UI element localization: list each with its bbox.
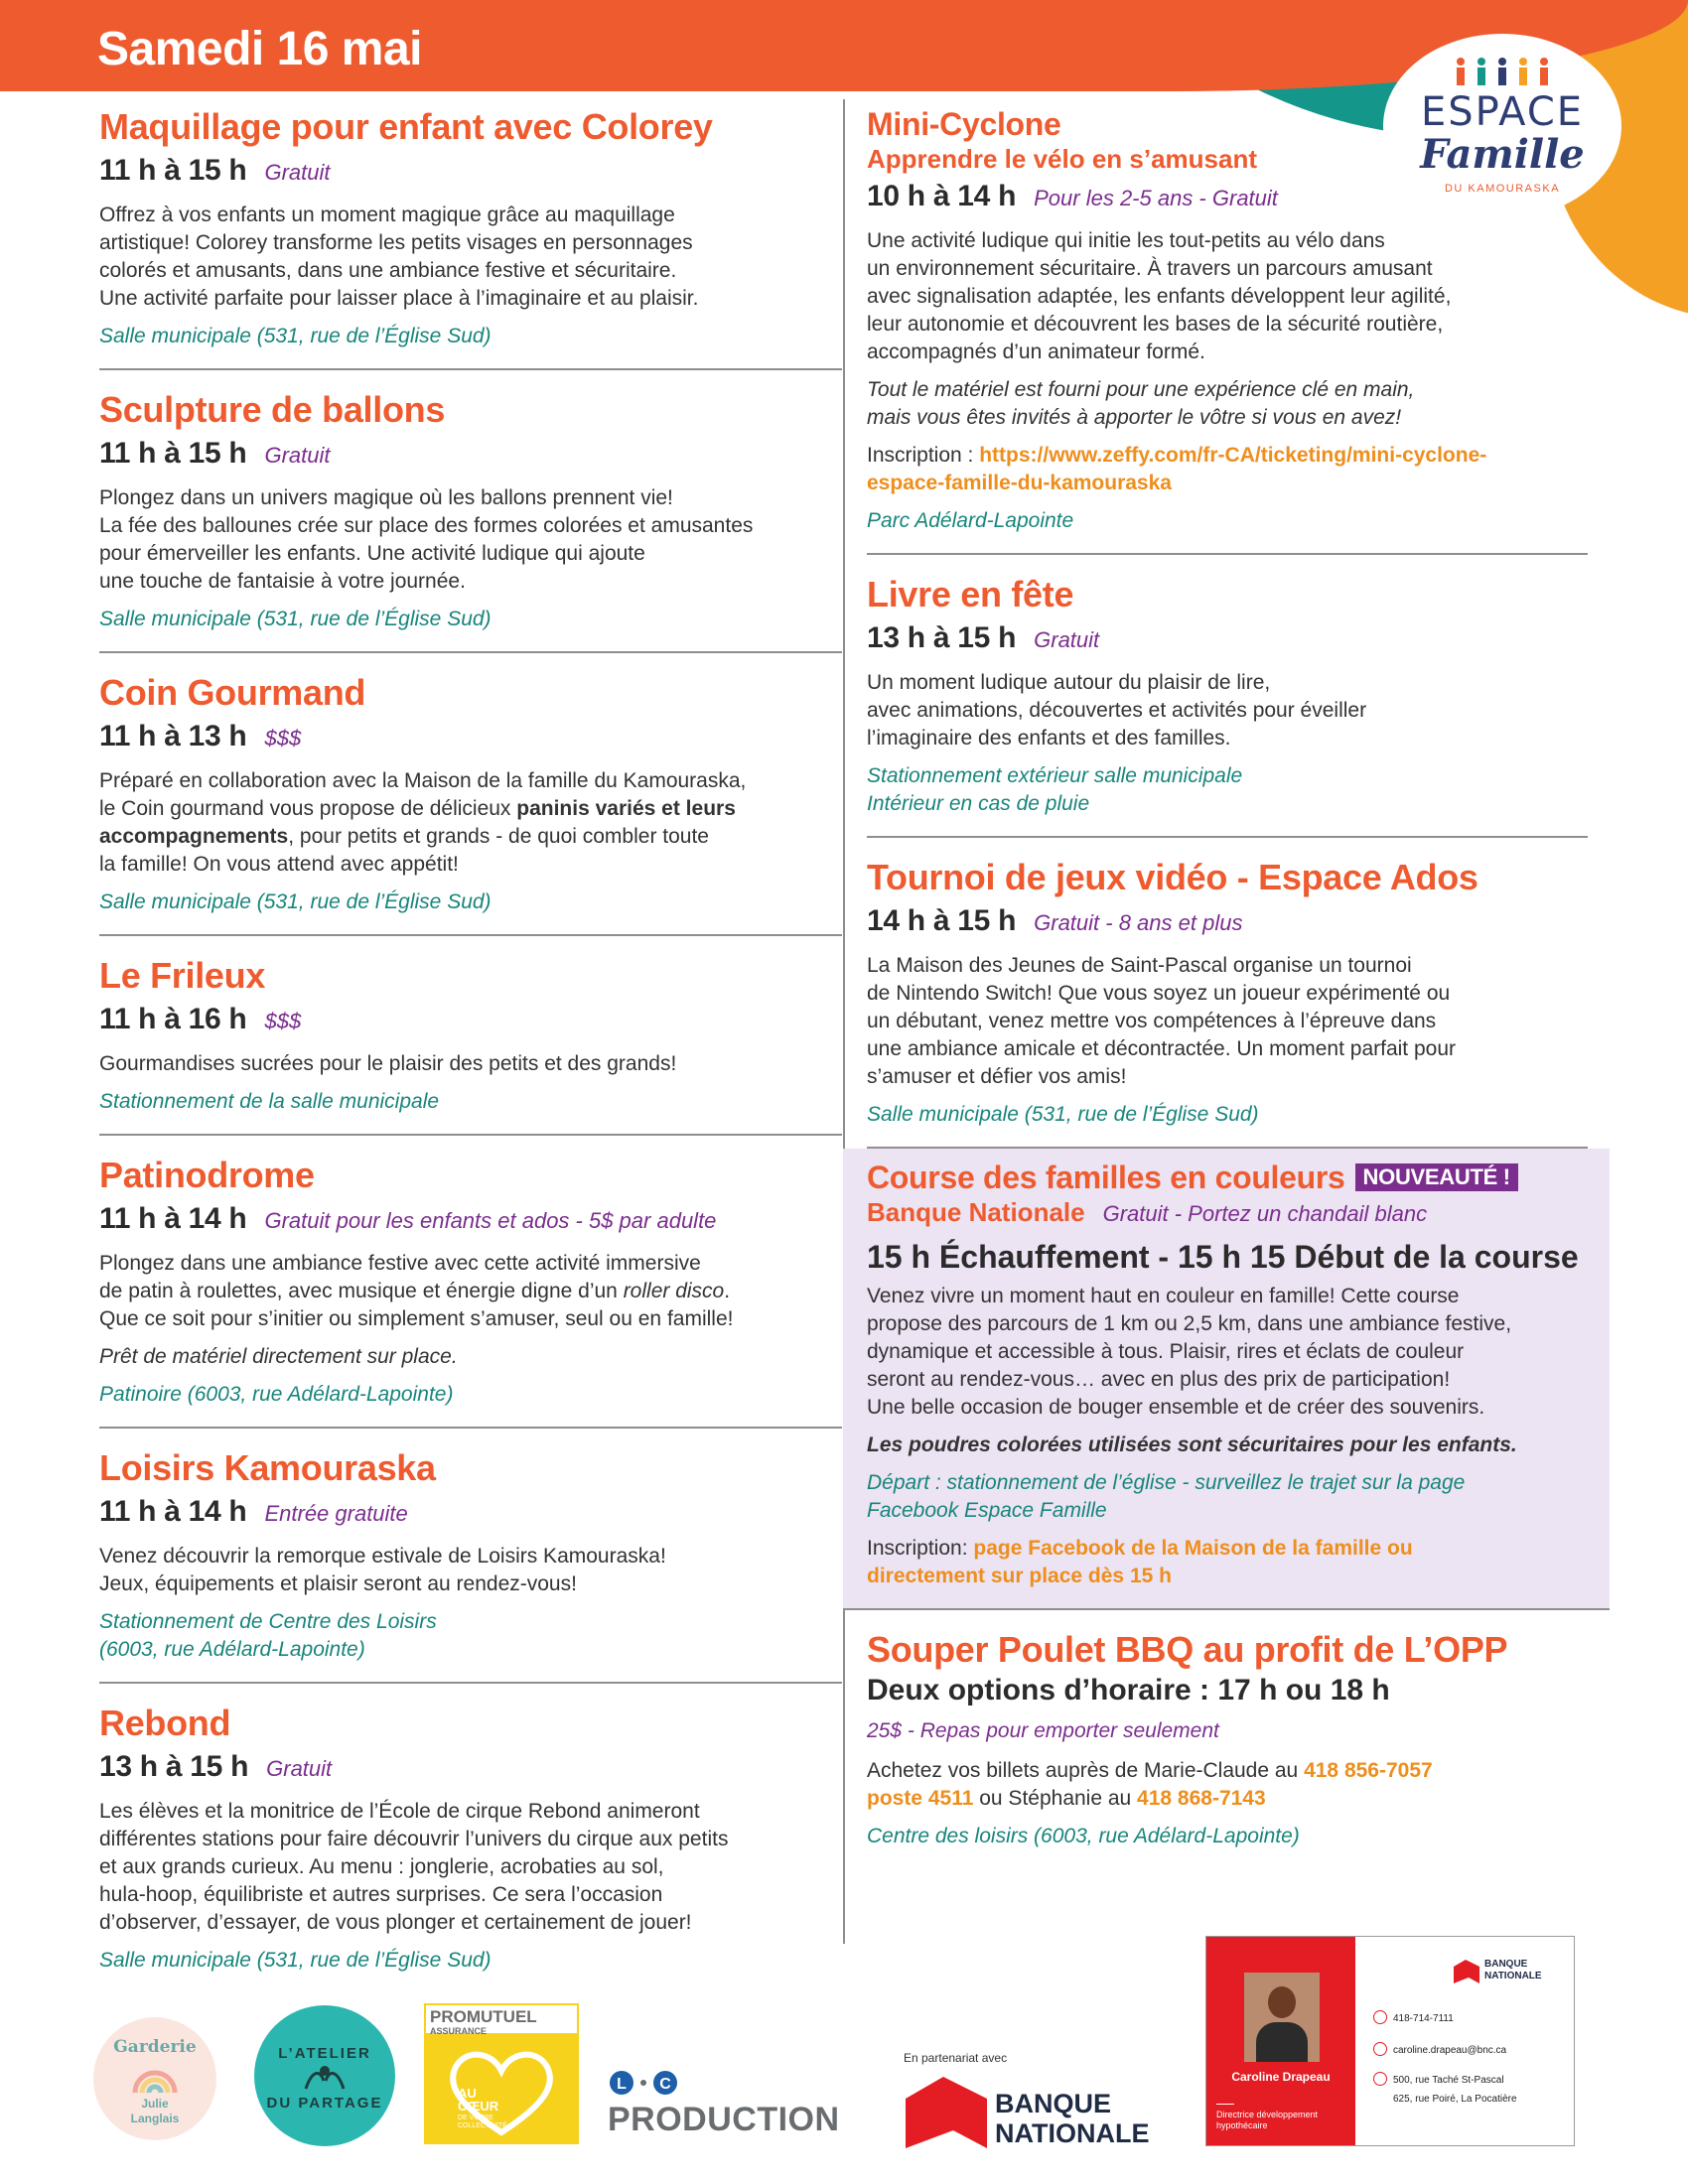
description-line: artistique! Colorey transforme les petits visages en personnages: [99, 231, 693, 254]
event-time-row: [99, 434, 842, 478]
event-time-row: [867, 901, 1588, 946]
photo-body: [1256, 2022, 1308, 2062]
event-registration: [867, 1535, 1586, 1590]
svg-text:L: L: [617, 2076, 627, 2093]
event-description: [867, 952, 1588, 1091]
event-note: [867, 376, 1588, 432]
logo-text-espace: ESPACE: [1420, 89, 1585, 135]
garderie-owner: [93, 2097, 216, 2126]
event-registration: [867, 442, 1588, 497]
promutuel-logo: [424, 2003, 579, 2144]
promutuel-heart-subtext: [458, 2115, 507, 2130]
description-line: Venez vivre un moment haut en couleur en famille! Cette course: [867, 1285, 1460, 1307]
event-tag: Gratuit: [264, 160, 331, 185]
bank-flag-icon: [1453, 1959, 1480, 1984]
location-line: (6003, rue Adélard-Lapointe): [99, 1638, 365, 1661]
description-line: [99, 795, 842, 823]
description-line: Une activité ludique qui initie les tout-petits au vélo dans: [867, 229, 1385, 252]
event-course-couleurs: [843, 1149, 1610, 1610]
description-line: la famille! On vous attend avec appétit!: [99, 853, 459, 876]
event-coin-gourmand: [99, 665, 842, 936]
event-schedule-options: Deux options d’horaire : 17 h ou 18 h: [867, 1674, 1390, 1706]
description-line: seront au rendez-vous… avec en plus des prix de participation!: [867, 1368, 1451, 1391]
column-divider: [843, 99, 845, 1944]
event-time-row: [867, 177, 1588, 221]
advisor-name: Caroline Drapeau: [1231, 2070, 1331, 2084]
event-location: Salle municipale (531, rue de l’Église Sud): [99, 325, 492, 347]
event-time: 15 h Échauffement - 15 h 15 Début de la course: [867, 1239, 1579, 1275]
event-description: [99, 767, 842, 879]
page-title: Samedi 16 mai: [97, 23, 423, 75]
note-line: mais vous êtes invités à apporter le vôtre si vous en avez!: [867, 406, 1402, 429]
event-subtitle-row: [867, 1196, 1586, 1233]
card-phone[interactable]: [1373, 2010, 1454, 2024]
role-line: Directrice développement: [1216, 2110, 1319, 2119]
bank-name-line: NATIONALE: [1484, 1971, 1542, 1981]
event-time: 11 h à 14 h: [99, 1495, 247, 1528]
description-text: , pour petits et grands - de quoi combler toute: [288, 825, 709, 848]
event-title: Le Frileux: [99, 955, 266, 996]
event-description: [99, 484, 842, 596]
event-time-row: [99, 1747, 842, 1792]
event-time: 13 h à 15 h: [867, 621, 1017, 654]
description-line: [99, 1278, 842, 1305]
event-title-text: Course des familles en couleurs: [867, 1160, 1345, 1195]
event-description: [99, 1798, 842, 1937]
garderie-logo: [93, 2017, 216, 2140]
location-line: Stationnement de Centre des Loisirs: [99, 1610, 437, 1633]
logo-text-famille: Famille: [1420, 131, 1585, 178]
event-title: Loisirs Kamouraska: [99, 1447, 436, 1488]
event-location: [867, 1469, 1586, 1525]
people-icon: [1451, 56, 1554, 85]
garderie-owner-line: Langlais: [130, 2112, 180, 2125]
description-line: différentes stations pour faire découvrir l’univers du cirque aux petits: [99, 1828, 729, 1850]
location-line: Stationnement extérieur salle municipale: [867, 764, 1243, 787]
event-title: [867, 1159, 1586, 1196]
description-line: de Nintendo Switch! Que vous soyez un joueur expérimenté ou: [867, 982, 1451, 1005]
event-patinodrome: [99, 1148, 842, 1429]
event-title: Souper Poulet BBQ au profit de L’OPP: [867, 1629, 1508, 1670]
svg-text:C: C: [659, 2076, 671, 2093]
event-location: Patinoire (6003, rue Adélard-Lapointe): [99, 1383, 454, 1406]
registration-link-cont[interactable]: directement sur place dès 15 h: [867, 1565, 1172, 1587]
description-line: hula-hoop, équilibriste et autres surprises. Ce sera l’occasion: [99, 1883, 663, 1906]
description-line: Jeux, équipements et plaisir seront au rendez-vous!: [99, 1572, 577, 1595]
event-tag: $$$: [264, 726, 302, 751]
event-tag: Gratuit: [264, 443, 331, 468]
description-line: Que ce soit pour s’initier ou simplement s’amuser, seul ou en famille!: [99, 1307, 734, 1330]
phone-number[interactable]: 418 856-7057: [1304, 1759, 1433, 1782]
event-time: 13 h à 15 h: [99, 1750, 249, 1783]
role-line: hypothécaire: [1216, 2120, 1268, 2130]
event-title: Tournoi de jeux vidéo - Espace Ados: [867, 857, 1478, 897]
card-bank-logo: [1453, 1957, 1572, 1990]
promutuel-header: [424, 2003, 579, 2035]
event-title: Livre en fête: [867, 574, 1074, 614]
phone-icon: [1373, 2010, 1387, 2024]
advisor-photo: [1244, 1973, 1320, 2062]
event-tag: Gratuit: [1034, 627, 1100, 652]
description-text: ou Stéphanie au: [973, 1787, 1138, 1810]
event-tag: Gratuit - Portez un chandail blanc: [1102, 1201, 1428, 1226]
promutuel-name: PROMUTUEL: [430, 2007, 537, 2026]
event-title: Rebond: [99, 1703, 231, 1743]
event-time: 10 h à 14 h: [867, 180, 1017, 212]
promutuel-heart-text: [458, 2087, 498, 2113]
description-line: un environnement sécuritaire. À travers un parcours amusant: [867, 257, 1433, 280]
description-line: Plongez dans une ambiance festive avec cette activité immersive: [99, 1252, 701, 1275]
registration-link[interactable]: page Facebook de la Maison de la famille ou: [973, 1537, 1413, 1560]
card-bank-name: [1484, 1959, 1542, 1982]
event-rebond: [99, 1696, 842, 1992]
description-text: Achetez vos billets auprès de Marie-Claude au: [867, 1759, 1305, 1782]
registration-link[interactable]: https://www.zeffy.com/fr-CA/ticketing/mini-cyclone-: [979, 444, 1487, 467]
description-line: une touche de fantaisie à votre journée.: [99, 570, 466, 593]
event-subtitle: Banque Nationale: [867, 1197, 1085, 1227]
atelier-bottom-text: DU PARTAGE: [266, 2095, 383, 2112]
location-line: Intérieur en cas de pluie: [867, 792, 1090, 815]
event-description: [99, 1050, 842, 1078]
event-location: [867, 762, 1588, 818]
description-line: s’amuser et défier vos amis!: [867, 1065, 1127, 1088]
event-tag: Entrée gratuite: [264, 1501, 408, 1526]
event-description: [867, 1757, 1588, 1813]
location-line: Facebook Espace Famille: [867, 1499, 1107, 1522]
description-italic: roller disco: [623, 1280, 725, 1302]
lc-production-name: PRODUCTION: [608, 2101, 840, 2138]
lc-production-logo: [608, 2065, 846, 2144]
event-time-row: [99, 717, 842, 761]
event-tag: Gratuit: [266, 1756, 333, 1781]
event-time-row: [99, 1199, 842, 1244]
event-mini-cyclone: [867, 99, 1588, 555]
event-le-frileux: [99, 948, 842, 1136]
description-line: Une belle occasion de bouger ensemble et de créer des souvenirs.: [867, 1396, 1485, 1419]
event-title: Maquillage pour enfant avec Colorey: [99, 106, 713, 147]
event-location: Salle municipale (531, rue de l’Église Sud): [99, 1949, 492, 1972]
advisor-business-card: [1205, 1936, 1575, 2146]
event-souper-poulet: [867, 1622, 1588, 1868]
bn-name-line: BANQUE: [995, 2089, 1112, 2118]
heart-text-line: CŒUR: [458, 2099, 499, 2114]
promutuel-sub: ASSURANCE: [430, 2026, 488, 2036]
description-line: Un moment ludique autour du plaisir de lire,: [867, 671, 1271, 694]
advisor-role: [1216, 2110, 1345, 2131]
description-line: [867, 1785, 1588, 1813]
bank-name-line: BANQUE: [1484, 1959, 1528, 1970]
event-tournoi-jeux-video: [867, 850, 1588, 1149]
card-address-2: 625, rue Poiré, La Pocatière: [1393, 2094, 1517, 2105]
description-line: Une activité parfaite pour laisser place à l’imaginaire et au plaisir.: [99, 287, 699, 310]
description-line: propose des parcours de 1 km ou 2,5 km, dans une ambiance festive,: [867, 1312, 1512, 1335]
description-line: et aux grands curieux. Au menu : jonglerie, acrobaties au sol,: [99, 1855, 664, 1878]
event-time: 14 h à 15 h: [867, 904, 1017, 937]
description-line: avec animations, découvertes et activités pour éveiller: [867, 699, 1367, 722]
phone-number[interactable]: 418 868-7143: [1137, 1787, 1266, 1810]
event-title: Mini-Cyclone: [867, 106, 1061, 142]
event-price: 25$ - Repas pour emporter seulement: [867, 1719, 1219, 1742]
event-location: Salle municipale (531, rue de l’Église Sud): [867, 1103, 1259, 1126]
atelier-top-text: L’ATELIER: [278, 2045, 371, 2062]
banque-nationale-partner: [904, 2051, 1201, 2160]
event-sculpture-ballons: [99, 382, 842, 653]
card-divider: [1216, 2104, 1234, 2105]
event-note: Prêt de matériel directement sur place.: [99, 1345, 458, 1368]
registration-label: Inscription :: [867, 444, 980, 467]
description-line: Venez découvrir la remorque estivale de Loisirs Kamouraska!: [99, 1545, 666, 1568]
event-time: 11 h à 15 h: [99, 154, 247, 187]
banque-nationale-name: [995, 2089, 1150, 2148]
event-location: Salle municipale (531, rue de l’Église Sud): [99, 608, 492, 630]
description-line: accompagnés d’un animateur formé.: [867, 341, 1205, 363]
event-time: 11 h à 13 h: [99, 720, 247, 752]
logo-text-kamouraska: DU KAMOURASKA: [1444, 183, 1561, 195]
location-pin-icon: [1373, 2072, 1387, 2086]
description-line: dynamique et accessible à tous. Plaisir, rires et éclats de couleur: [867, 1340, 1465, 1363]
description-line: leur autonomie et découvrent les bases de la sécurité routière,: [867, 313, 1444, 336]
card-address-text: 500, rue Taché St-Pascal: [1393, 2075, 1504, 2086]
event-subtitle: Apprendre le vélo en s’amusant: [867, 144, 1258, 174]
event-tag: Gratuit - 8 ans et plus: [1034, 910, 1243, 935]
event-tag: Pour les 2-5 ans - Gratuit: [1034, 186, 1278, 210]
event-title: Coin Gourmand: [99, 672, 366, 713]
garderie-owner-line: Julie: [141, 2097, 169, 2111]
description-bold: paninis variés et leurs: [516, 797, 736, 820]
banque-nationale-flag-icon: [904, 2075, 989, 2150]
bn-name-line: NATIONALE: [995, 2118, 1150, 2148]
event-loisirs-kamouraska: [99, 1440, 842, 1684]
description-line: colorés et amusants, dans une ambiance festive et sécuritaire.: [99, 259, 677, 282]
card-address: [1373, 2072, 1504, 2086]
event-location: Centre des loisirs (6003, rue Adélard-Lapointe): [867, 1825, 1300, 1847]
phone-extension[interactable]: poste 4511: [867, 1787, 974, 1810]
event-title: Sculpture de ballons: [99, 389, 446, 430]
event-title: Patinodrome: [99, 1155, 315, 1195]
location-line: Départ : stationnement de l’église - surveillez le trajet sur la page: [867, 1471, 1466, 1494]
atelier-du-partage-logo: [254, 2005, 395, 2146]
description-line: Offrez à vos enfants un moment magique grâce au maquillage: [99, 204, 675, 226]
event-livre-en-fete: [867, 567, 1588, 838]
description-line: l’imaginaire des enfants et des familles.: [867, 727, 1231, 750]
description-line: Plongez dans un univers magique où les ballons prennent vie!: [99, 486, 673, 509]
description-line: pour émerveiller les enfants. Une activité ludique qui ajoute: [99, 542, 645, 565]
event-description: [867, 1283, 1586, 1422]
card-phone-text: 418-714-7111: [1393, 2013, 1454, 2024]
event-time: 11 h à 16 h: [99, 1003, 247, 1035]
lc-dots-icon: [608, 2065, 687, 2101]
event-tag: Gratuit pour les enfants et ados - 5$ par adulte: [264, 1208, 717, 1233]
heart-text-line: AU: [458, 2086, 477, 2101]
description-line: Les élèves et la monitrice de l’École de cirque Rebond animeront: [99, 1800, 700, 1823]
description-line: une ambiance amicale et décontractée. Un moment parfait pour: [867, 1037, 1456, 1060]
event-time: 11 h à 15 h: [99, 437, 247, 470]
event-time-row: [99, 1492, 842, 1537]
rainbow-icon: [131, 2061, 179, 2093]
partner-label: En partenariat avec: [904, 2051, 1008, 2065]
event-time-row: [99, 151, 842, 196]
event-tag: $$$: [264, 1009, 302, 1033]
description-line: Préparé en collaboration avec la Maison de la famille du Kamouraska,: [99, 769, 747, 792]
description-line: d’observer, d’essayer, de vous plonger et certainement de jouer!: [99, 1911, 692, 1934]
event-time-row: [867, 618, 1588, 663]
event-maquillage: [99, 99, 842, 370]
new-badge: NOUVEAUTÉ !: [1355, 1163, 1518, 1191]
event-location: [99, 1608, 842, 1664]
hands-icon: [302, 2061, 348, 2093]
right-column: [867, 99, 1588, 1868]
email-icon: [1373, 2042, 1387, 2056]
photo-head: [1268, 1986, 1296, 2018]
heart-subtext-line: COLLECTIVITÉ: [458, 2122, 507, 2129]
event-location: Salle municipale (531, rue de l’Église Sud): [99, 890, 492, 913]
event-note: Les poudres colorées utilisées sont sécuritaires pour les enfants.: [867, 1433, 1517, 1456]
description-line: La Maison des Jeunes de Saint-Pascal organise un tournoi: [867, 954, 1412, 977]
event-location: Parc Adélard-Lapointe: [867, 509, 1074, 532]
description-line: [99, 823, 842, 851]
description-text: de patin à roulettes, avec musique et énergie digne d’un: [99, 1280, 624, 1302]
event-description: [867, 669, 1588, 752]
event-description: [99, 1543, 842, 1598]
description-text: le Coin gourmand vous propose de délicieux: [99, 797, 517, 820]
heart-subtext-line: DE VOTRE: [458, 2115, 493, 2121]
description-line: La fée des ballounes crée sur place des formes colorées et amusantes: [99, 514, 754, 537]
description-line: avec signalisation adaptée, les enfants développent leur agilité,: [867, 285, 1452, 308]
event-time-row: [99, 1000, 842, 1044]
description-line: [867, 1757, 1588, 1785]
description-line: Gourmandises sucrées pour le plaisir des petits et des grands!: [99, 1052, 677, 1075]
left-column: [99, 99, 842, 1992]
event-location: Stationnement de la salle municipale: [99, 1090, 440, 1113]
card-email[interactable]: [1373, 2042, 1506, 2056]
event-description: [867, 227, 1588, 366]
note-line: Tout le matériel est fourni pour une expérience clé en main,: [867, 378, 1415, 401]
garderie-name: Garderie: [113, 2037, 197, 2057]
registration-label: Inscription:: [867, 1537, 974, 1560]
event-time: 11 h à 14 h: [99, 1202, 247, 1235]
registration-link-cont[interactable]: espace-famille-du-kamouraska: [867, 472, 1172, 494]
description-line: un débutant, venez mettre vos compétences à l’épreuve dans: [867, 1010, 1437, 1032]
card-email-text: caroline.drapeau@bnc.ca: [1393, 2045, 1507, 2056]
description-text: .: [724, 1280, 731, 1302]
event-description: [99, 202, 842, 313]
description-bold: accompagnements: [99, 825, 289, 848]
event-description: [99, 1250, 842, 1333]
